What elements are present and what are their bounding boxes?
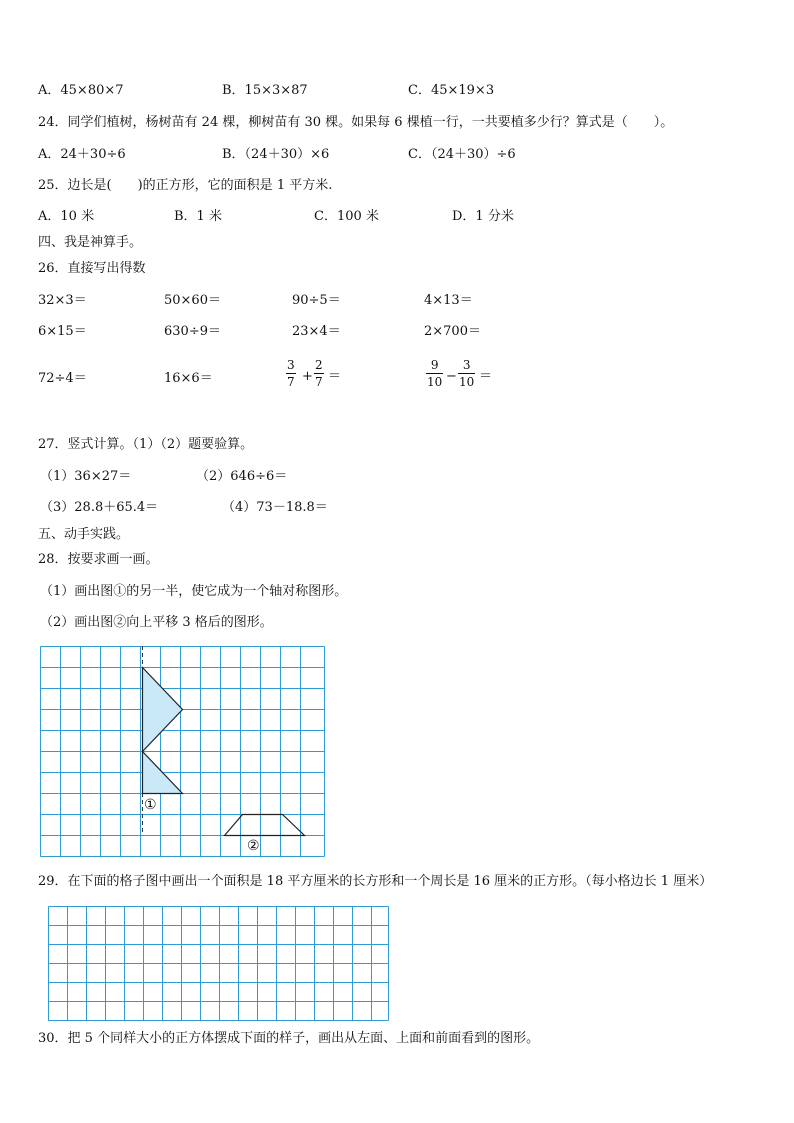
q27-item: （3）28.8＋65.4＝ [40, 500, 159, 515]
q27-title: 27．竖式计算。（1）（2）题要验算。 [38, 437, 254, 452]
q28-part-2: （2）画出图②向上平移 3 格后的图形。 [40, 615, 273, 630]
q26-item: 2×700＝ [424, 324, 481, 339]
q26-operator: − [446, 369, 457, 384]
figure-label-1: ① [144, 797, 157, 813]
q23-option-c: C．45×19×3 [408, 83, 495, 98]
q26-fraction: 3 10 [459, 358, 475, 389]
q26-item: 6×15＝ [38, 324, 87, 339]
q30-question: 30．把 5 个同样大小的正方体摆成下面的样子，画出从左面、上面和前面看到的图形。 [38, 1031, 540, 1046]
q26-operator: + [302, 369, 313, 384]
q26-item: 630÷9＝ [164, 324, 221, 339]
q26-item: 32×3＝ [38, 293, 87, 308]
q27-item: （2）646÷6＝ [196, 469, 288, 484]
q26-item: 16×6＝ [164, 371, 213, 386]
q25-option-a: A．10 米 [38, 209, 95, 224]
q27-item: （1）36×27＝ [40, 469, 132, 484]
q25-option-c: C．100 米 [314, 209, 379, 224]
q26-fraction: 9 10 [427, 358, 443, 389]
q26-equals: ＝ [479, 369, 493, 384]
q25-question: 25．边长是( )的正方形，它的面积是 1 平方米. [38, 178, 333, 193]
section-5-title: 五、动手实践。 [38, 527, 130, 542]
q25-option-d: D．1 分米 [452, 209, 514, 224]
q28-title: 28．按要求画一画。 [38, 552, 159, 567]
q24-option-b: B．（24＋30）×6 [222, 147, 330, 162]
section-4-title: 四、我是神算手。 [38, 235, 143, 250]
q24-question: 24．同学们植树，杨树苗有 24 棵，柳树苗有 30 棵。如果每 6 棵植一行，一共要植多少行？算式是（ ）。 [38, 115, 674, 130]
q26-item: 72÷4＝ [38, 371, 87, 386]
q28-grid-figure [38, 644, 330, 860]
q26-fraction: 3 7 [287, 358, 295, 389]
q23-option-b: B．15×3×87 [222, 83, 308, 98]
q26-item: 23×4＝ [292, 324, 341, 339]
q26-equals: ＝ [328, 369, 342, 384]
q26-title: 26．直接写出得数 [38, 261, 146, 276]
shape-2 [225, 815, 305, 836]
q24-option-a: A．24＋30÷6 [38, 147, 126, 162]
q24-option-c: C．（24＋30）÷6 [408, 147, 516, 162]
q26-item: 4×13＝ [424, 293, 473, 308]
q29-question: 29．在下面的格子图中画出一个面积是 18 平方厘米的长方形和一个周长是 16 厘米的正方形。（每小格边长 1 厘米） [38, 874, 713, 889]
q26-item: 90÷5＝ [292, 293, 341, 308]
figure-label-2: ② [247, 838, 260, 854]
q28-part-1: （1）画出图①的另一半，使它成为一个轴对称图形。 [40, 584, 348, 599]
q23-option-a: A．45×80×7 [38, 83, 124, 98]
q26-fraction: 2 7 [315, 358, 323, 389]
q29-grid [46, 904, 392, 1024]
q27-item: （4）73－18.8＝ [222, 500, 328, 515]
q25-option-b: B．1 米 [174, 209, 222, 224]
grid-lines [41, 647, 325, 857]
q26-item: 50×60＝ [164, 293, 221, 308]
